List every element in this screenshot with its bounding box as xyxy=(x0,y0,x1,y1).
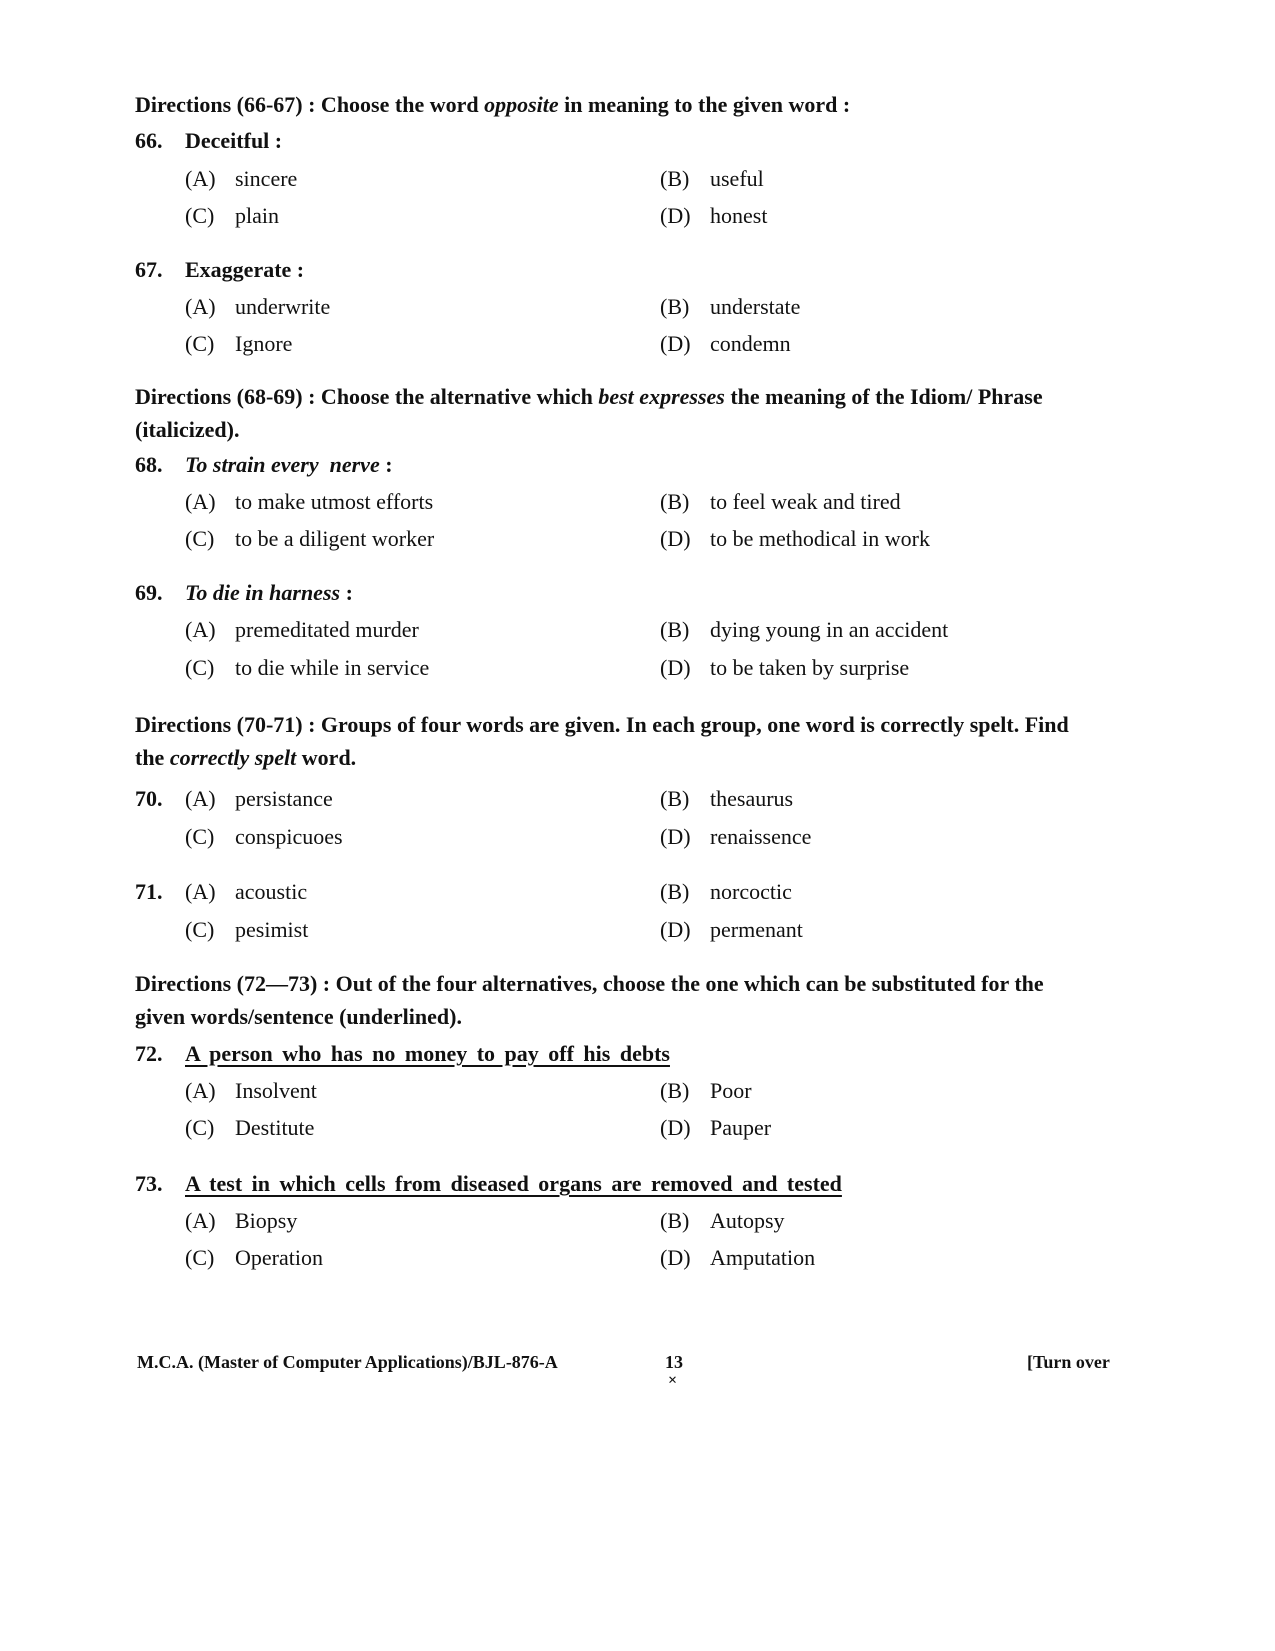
cross-mark: × xyxy=(668,1372,678,1389)
option-a[interactable]: (A) sincere xyxy=(185,166,298,191)
option-c[interactable]: (C) to die while in service xyxy=(185,655,430,680)
option-a[interactable]: (A) Biopsy xyxy=(185,1208,298,1233)
option-d[interactable]: (D) Amputation xyxy=(660,1245,816,1270)
option-a[interactable]: (A) underwrite xyxy=(185,294,331,319)
turn-over-note: [Turn over xyxy=(1027,1352,1110,1372)
option-c[interactable]: (C) conspicuoes xyxy=(185,824,343,849)
option-d[interactable]: (D) to be methodical in work xyxy=(660,526,930,551)
question-number: 66. xyxy=(135,128,163,153)
option-a[interactable]: (A) Insolvent xyxy=(185,1078,317,1103)
question-number: 70. xyxy=(135,786,163,811)
question-stem: A test in which cells from diseased organs are removed and tested xyxy=(185,1171,842,1196)
question-stem: To die in harness : xyxy=(185,580,353,605)
question-number: 72. xyxy=(135,1041,163,1066)
option-d[interactable]: (D) to be taken by surprise xyxy=(660,655,910,680)
option-c[interactable]: (C) plain xyxy=(185,203,279,228)
directions-72-73: Directions (72—73) : Out of the four alternatives, choose the one which can be substituted for the given words/sentence (underlined). xyxy=(135,971,1044,1029)
question-number: 67. xyxy=(135,257,163,282)
option-b[interactable]: (B) Poor xyxy=(660,1078,752,1103)
option-b[interactable]: (B) thesaurus xyxy=(660,786,794,811)
option-b[interactable]: (B) useful xyxy=(660,166,764,191)
option-d[interactable]: (D) honest xyxy=(660,203,768,228)
option-d[interactable]: (D) condemn xyxy=(660,331,791,356)
question-stem: Exaggerate : xyxy=(185,257,305,282)
option-c[interactable]: (C) to be a diligent worker xyxy=(185,526,435,551)
option-c[interactable]: (C) Destitute xyxy=(185,1115,315,1140)
question-stem: Deceitful : xyxy=(185,128,283,153)
directions-66-67: Directions (66-67) : Choose the word opposite in meaning to the given word : xyxy=(135,92,851,117)
question-number: 68. xyxy=(135,452,163,477)
option-b[interactable]: (B) to feel weak and tired xyxy=(660,489,901,514)
option-a[interactable]: (A) acoustic xyxy=(185,879,308,904)
directions-68-69: Directions (68-69) : Choose the alternative which best expresses the meaning of the Idiom/ Phrase (italicized). xyxy=(135,384,1043,442)
option-b[interactable]: (B) understate xyxy=(660,294,801,319)
option-a[interactable]: (A) persistance xyxy=(185,786,333,811)
option-c[interactable]: (C) Operation xyxy=(185,1245,323,1270)
question-number: 73. xyxy=(135,1171,163,1196)
question-stem: To strain every nerve : xyxy=(185,452,393,477)
question-number: 71. xyxy=(135,879,163,904)
footer-course-code: M.C.A. (Master of Computer Applications)/BJL-876-A xyxy=(137,1352,558,1372)
option-b[interactable]: (B) norcoctic xyxy=(660,879,792,904)
option-d[interactable]: (D) renaissence xyxy=(660,824,812,849)
question-number: 69. xyxy=(135,580,163,605)
question-stem: A person who has no money to pay off his debts xyxy=(185,1041,670,1066)
option-b[interactable]: (B) Autopsy xyxy=(660,1208,785,1233)
directions-70-71: Directions (70-71) : Groups of four words are given. In each group, one word is correctly spelt. Find the correctly spelt word. xyxy=(135,712,1069,770)
option-d[interactable]: (D) Pauper xyxy=(660,1115,772,1140)
option-c[interactable]: (C) pesimist xyxy=(185,917,309,942)
option-c[interactable]: (C) Ignore xyxy=(185,331,293,356)
option-a[interactable]: (A) premeditated murder xyxy=(185,617,419,642)
option-a[interactable]: (A) to make utmost efforts xyxy=(185,489,434,514)
option-b[interactable]: (B) dying young in an accident xyxy=(660,617,949,642)
option-d[interactable]: (D) permenant xyxy=(660,917,803,942)
page-number: 13 xyxy=(665,1352,683,1372)
